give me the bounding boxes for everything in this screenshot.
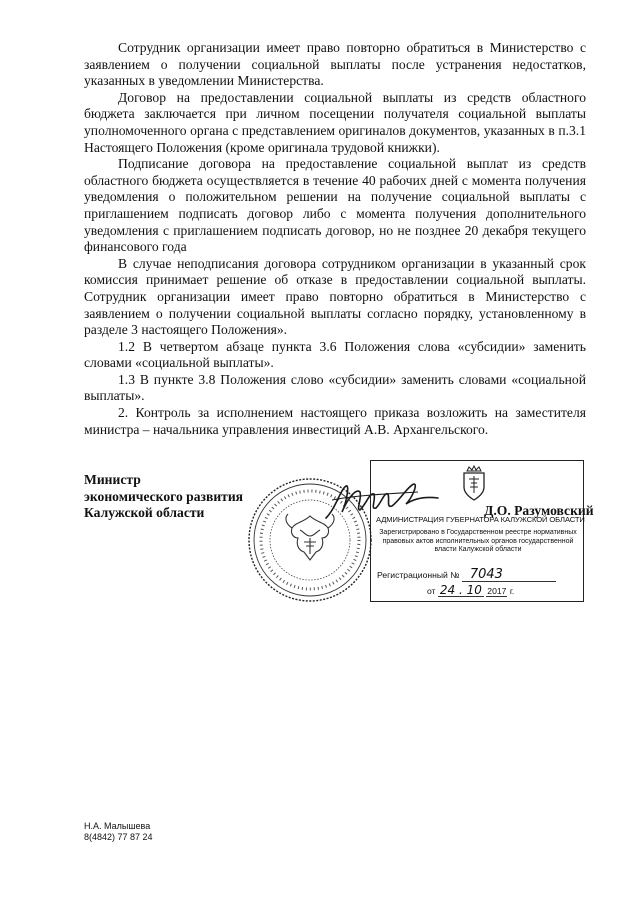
stamp-header: АДМИНИСТРАЦИЯ ГУБЕРНАТОРА КАЛУЖСКОЙ ОБЛАСТИ xyxy=(376,515,585,524)
registration-number: 7043 xyxy=(462,569,556,582)
document-body xyxy=(84,40,586,438)
author-phone: 8(4842) 77 87 24 xyxy=(84,832,153,842)
signatory-title-line: Калужской области xyxy=(84,505,205,521)
document-footer xyxy=(84,821,153,843)
registration-date: 24 . 10 xyxy=(439,583,482,597)
paragraph: В случае неподписания договора сотрудником организации в указанный срок комиссия принимает решение об отказе в предоставлении социальной выплаты. Сотрудник организации имеет право повторно обратиться в Министерство с заявлением о получении социальной выплаты согласно порядку, установленному в разделе 3 настоящего Положения». xyxy=(84,255,586,338)
registration-stamp xyxy=(370,460,584,602)
signer-name: Д.О. Разумовский xyxy=(484,503,594,518)
date-suffix: г. xyxy=(509,586,515,596)
paragraph: Договор на предоставлении социальной выплаты из средств областного бюджета заключается при личном посещении получателя социальной выплаты уполномоченного органа с представлением оригиналов документов, указанных в п.3.1 Настоящего Положения (кроме оригинала трудовой книжки). xyxy=(84,89,586,155)
author-name: Н.А. Малышева xyxy=(84,821,151,831)
paragraph: Сотрудник организации имеет право повторно обратиться в Министерство с заявлением о получении социальной выплаты после устранения недостатков, указанных в уведомлении Министерства. xyxy=(84,40,586,89)
stamp-description: Зарегистрировано в Государственном реестре нормативных правовых актов исполнительных органов государственной власти Калужской области xyxy=(379,529,577,554)
registration-date-row xyxy=(427,585,577,597)
paragraph: 2. Контроль за исполнением настоящего приказа возложить на заместителя министра – начальника управления инвестиций А.В. Архангельского. xyxy=(84,405,586,437)
registration-year: 2017 xyxy=(487,586,507,596)
paragraph: 1.2 В четвертом абзаце пункта 3.6 Положения слова «субсидии» заменить словами «социальной выплаты». xyxy=(84,338,586,371)
registration-number-row xyxy=(377,569,579,582)
signatory-title-line: Министр xyxy=(84,472,141,487)
date-prefix: от xyxy=(427,586,436,596)
registration-label: Регистрационный № xyxy=(377,570,460,580)
paragraph: Подписание договора на предоставление социальной выплат из средств областного бюджета осуществляется в течение 40 рабочих дней с момента получения уведомления о положительном решении на получение социальной выплаты с приглашением подписать договор либо с момента получения дополнительного уведомления с приглашением подписать договор, но не позднее 20 декабря текущего финансового года xyxy=(84,156,586,255)
coat-of-arms-icon xyxy=(459,465,489,501)
signatory-title-line: экономического развития xyxy=(84,488,244,504)
signatory-title xyxy=(84,472,243,522)
paragraph: 1.3 В пункте 3.8 Положения слово «субсидии» заменить словами «социальной выплаты». xyxy=(84,371,586,404)
